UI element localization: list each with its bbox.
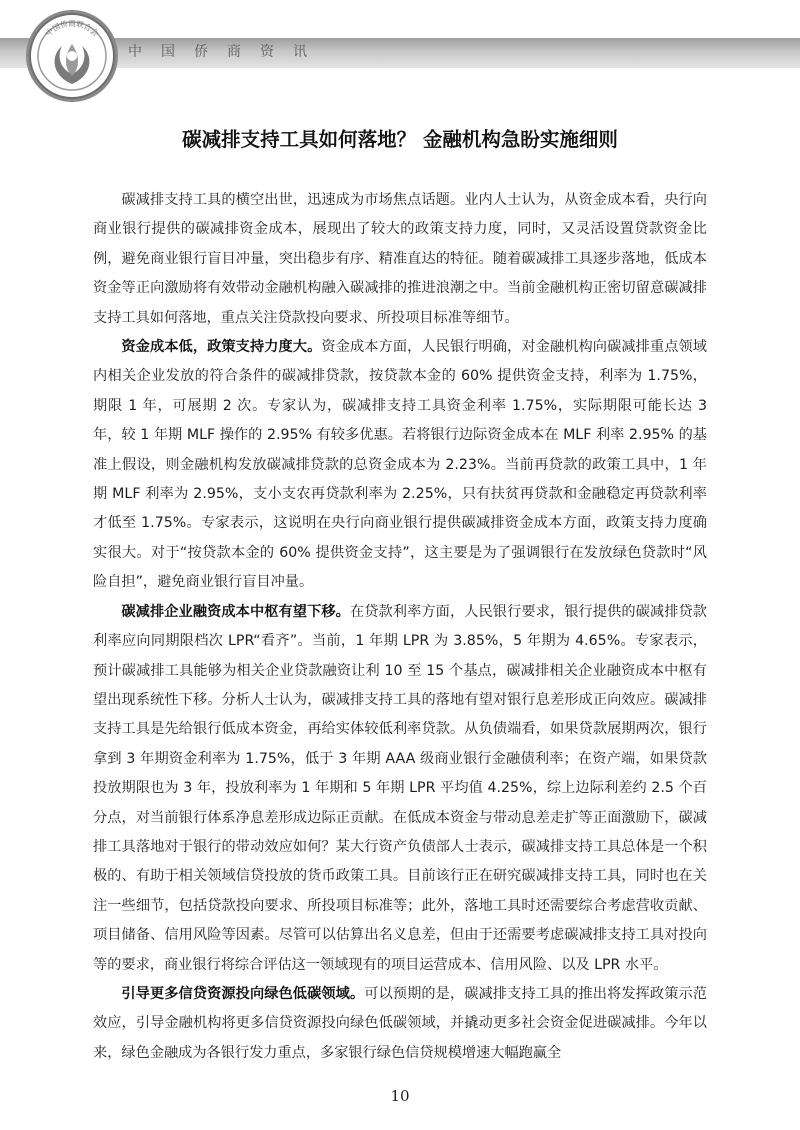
- paragraph-text: 碳减排支持工具的横空出世，迅速成为市场焦点话题。业内人士认为，从资金成本看，央行向商业银行提供的碳减排资金成本，展现出了较大的政策支持力度，同时，又灵活设置贷款资金比例，避免商业银行盲目冲量，突出稳步有序、精准直达的特征。随着碳减排工具逐步落地，低成本资金等正向激励将有效带动金融机构融入碳减排的推进浪潮之中。当前金融机构正密切留意碳减排支持工具如何落地，重点关注贷款投向要求、所投项目标准等细节。: [93, 192, 707, 326]
- page-number: 10: [390, 1087, 410, 1105]
- paragraph-text: 资金成本方面，人民银行明确，对金融机构向碳减排重点领域内相关企业发放的符合条件的碳减排贷款，按贷款本金的 60% 提供资金支持，利率为 1.75%，期限 1 年，可展期 2 次。专家认为，碳减排支持工具资金利率 1.75%，实际期限可能长达 3 年，较 1 年期 MLF 操作的 2.95% 有较多优惠。若将银行边际资金成本在 MLF 利率 2.95% 的基准上假设，则金融机构发放碳减排贷款的总资金成本为 2.23%。当前再贷款的政策工具中，1 年期 MLF 利率为 2.95%，支小支农再贷款利率为 2.25%，只有扶贫再贷款和金融稳定再贷款利率才低至 1.75%。专家表示，这说明在央行向商业银行提供碳减排资金成本方面，政策支持力度确实很大。对于“按贷款本金的 60% 提供资金支持”，这主要是为了强调银行在发放绿色贷款时“风险自担”，避免商业银行盲目冲量。: [93, 339, 707, 591]
- paragraph-text: 可以预期的是，碳减排支持工具的推出将发挥政策示范效应，引导金融机构将更多信贷资源投向绿色低碳领域，并撬动更多社会资金促进碳减排。今年以来，绿色金融成为各银行发力重点，多家银行绿色信贷规模增速大幅跑赢全: [93, 985, 707, 1061]
- paragraph-lead: 引导更多信贷资源投向绿色低碳领域。: [121, 985, 365, 1002]
- paragraph: [93, 333, 707, 598]
- paragraph-lead: 资金成本低，政策支持力度大。: [121, 339, 322, 356]
- article-body: [93, 186, 707, 1068]
- paragraph: [93, 598, 707, 980]
- article-title: 碳减排支持工具如何落地？ 金融机构急盼实施细则: [182, 128, 618, 151]
- header-title: 中国侨商资讯: [128, 44, 326, 60]
- paragraph-text: 在贷款利率方面，人民银行要求，银行提供的碳减排贷款利率应向同期限档次 LPR“看齐”。当前，1 年期 LPR 为 3.85%，5 年期为 4.65%。专家表示，预计碳减排工具能够为相关企业贷款融资让利 10 至 15 个基点，碳减排相关企业融资成本中枢有望出现系统性下移。分析人士认为，碳减排支持工具的落地有望对银行息差形成正向效应。碳减排支持工具是先给银行低成本资金，再给实体较低利率贷款。从负债端看，如果贷款展期两次，银行拿到 3 年期资金利率为 1.75%，低于 3 年期 AAA 级商业银行金融债利率；在资产端，如果贷款投放期限也为 3 年，投放利率为 1 年期和 5 年期 LPR 平均值 4.25%，综上边际利差约 2.5 个百分点，对当前银行体系净息差形成边际正贡献。在低成本资金与带动息差走扩等正面激励下，碳减排工具落地对于银行的带动效应如何？某大行资产负债部人士表示，碳减排支持工具总体是一个积极的、有助于相关领域信贷投放的货币政策工具。目前该行正在研究碳减排支持工具，同时也在关注一些细节，包括贷款投向要求、所投项目标准等；此外，落地工具时还需要综合考虑营收贡献、项目储备、信用风险等因素。尽管可以估算出名义息差，但由于还需要考虑碳减排支持工具对投向等的要求，商业银行将综合评估这一领域现有的项目运营成本、信用风险、以及 LPR 水平。: [93, 603, 707, 973]
- federation-logo-icon: [22, 6, 122, 106]
- logo-text: 中国侨商联合会: [44, 19, 100, 39]
- paragraph: [93, 186, 707, 333]
- paragraph: [93, 980, 707, 1068]
- paragraph-lead: 碳减排企业融资成本中枢有望下移。: [121, 603, 350, 620]
